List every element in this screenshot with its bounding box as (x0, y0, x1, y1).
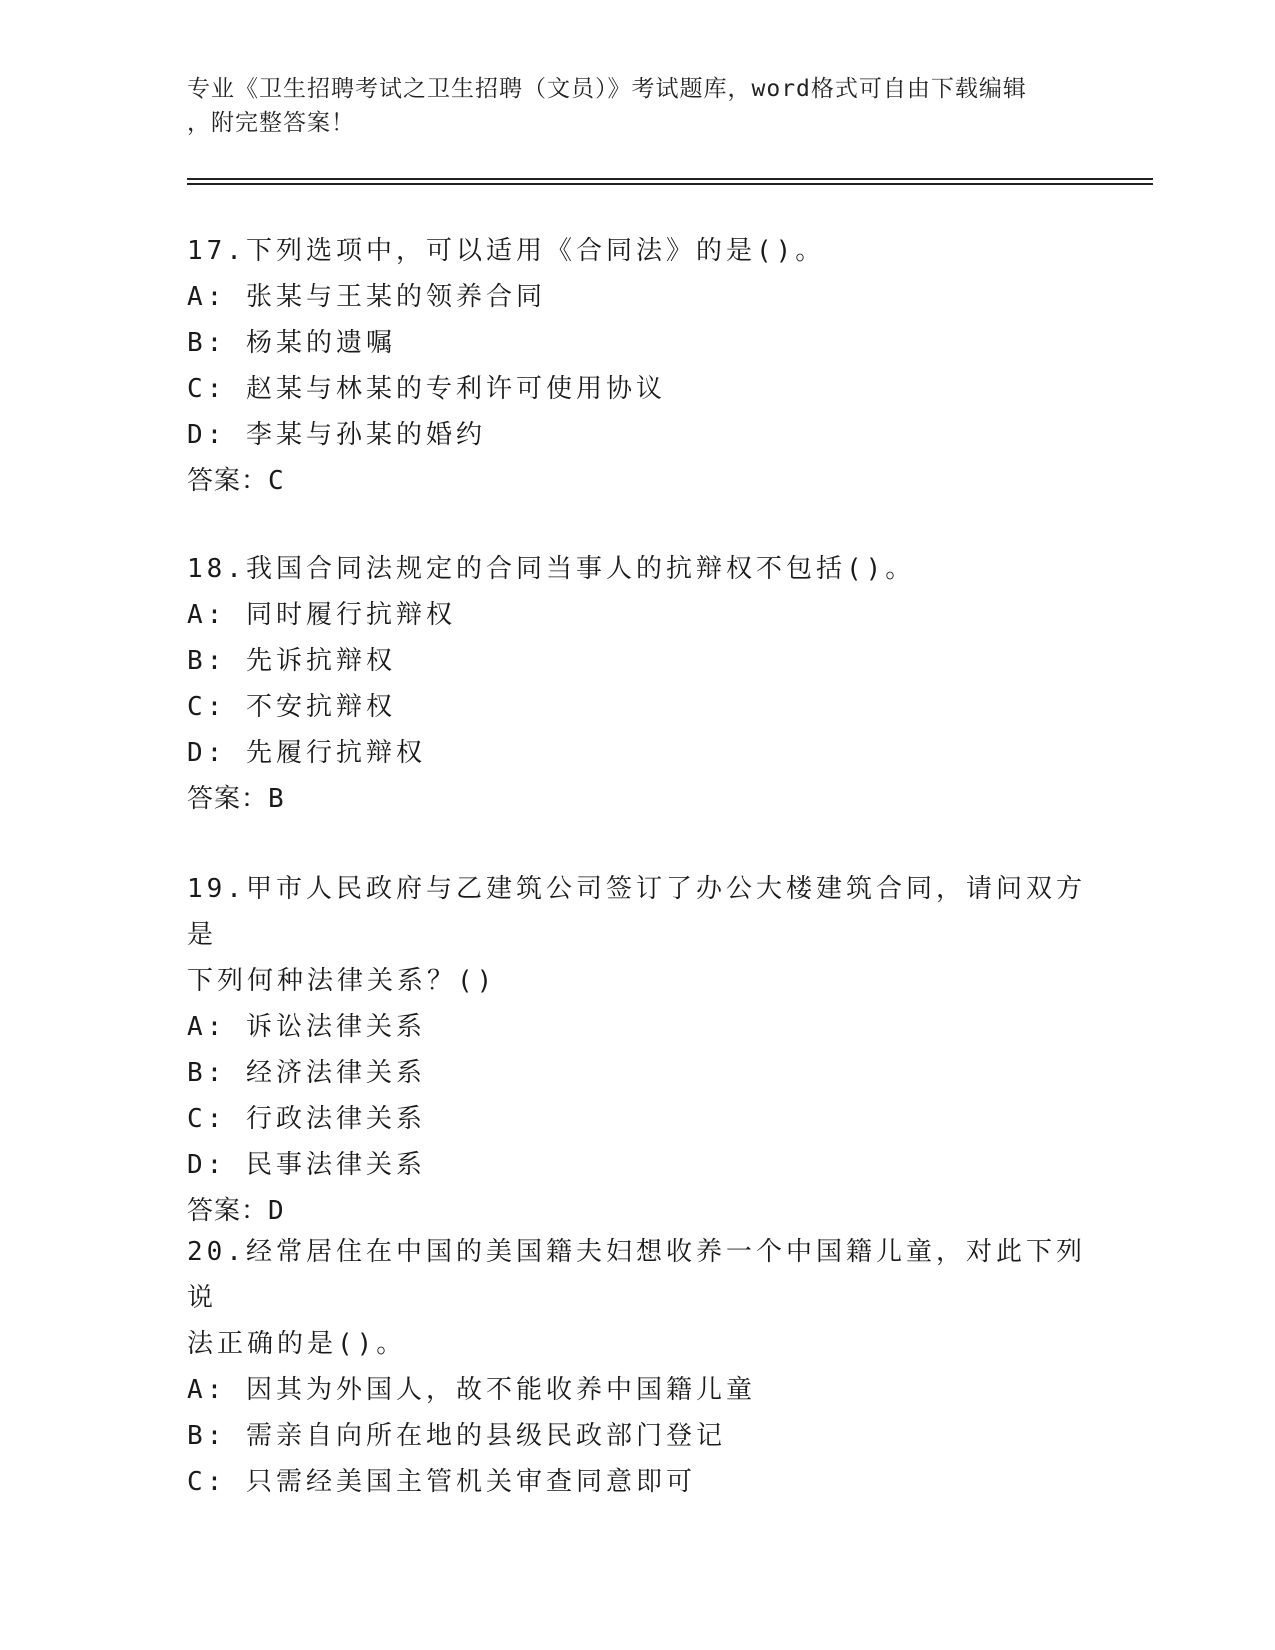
answer-value: C (268, 466, 285, 496)
answer-value: B (268, 784, 285, 814)
option-b: B: 经济法律关系 (187, 1058, 426, 1088)
answer-line (187, 776, 1087, 822)
answer-value: D (268, 1196, 285, 1226)
question-title: 18.我国合同法规定的合同当事人的抗辩权不包括()。 (187, 554, 916, 584)
question-title-line-1: 19.甲市人民政府与乙建筑公司签订了办公大楼建筑合同，请问双方是 (187, 874, 1086, 950)
option-d: D: 李某与孙某的婚约 (187, 420, 486, 450)
option-b: B: 先诉抗辩权 (187, 646, 396, 676)
option-c: C: 赵某与林某的专利许可使用协议 (187, 374, 666, 404)
option-c: C: 不安抗辩权 (187, 692, 396, 722)
option-c: C: 行政法律关系 (187, 1104, 426, 1134)
option-a: A: 因其为外国人，故不能收养中国籍儿童 (187, 1375, 756, 1405)
option-d: D: 民事法律关系 (187, 1150, 426, 1180)
option-b: B: 杨某的遗嘱 (187, 328, 396, 358)
question-17 (187, 228, 1087, 504)
answer-line (187, 458, 1087, 504)
header-line-2: ，附完整答案！ (187, 110, 355, 136)
option-a: A: 张某与王某的领养合同 (187, 282, 546, 312)
answer-label: 答案： (187, 466, 269, 496)
answer-label: 答案： (187, 784, 269, 814)
option-d: D: 先履行抗辩权 (187, 738, 426, 768)
question-title: 17.下列选项中，可以适用《合同法》的是()。 (187, 236, 826, 266)
option-b: B: 需亲自向所在地的县级民政部门登记 (187, 1421, 726, 1451)
question-18 (187, 546, 1087, 822)
question-title-line-2: 法正确的是()。 (187, 1329, 407, 1359)
answer-label: 答案： (187, 1196, 269, 1226)
header-divider-top (187, 178, 1153, 180)
option-a: A: 诉讼法律关系 (187, 1012, 426, 1042)
question-title-line-1: 20.经常居住在中国的美国籍夫妇想收养一个中国籍儿童，对此下列说 (187, 1237, 1086, 1313)
header-divider-bottom (187, 183, 1153, 185)
document-header (187, 72, 1087, 140)
header-line-1: 专业《卫生招聘考试之卫生招聘（文员）》考试题库，word格式可自由下载编辑 (187, 76, 1027, 102)
answer-line (187, 1188, 1087, 1234)
option-a: A: 同时履行抗辩权 (187, 600, 456, 630)
option-c: C: 只需经美国主管机关审查同意即可 (187, 1467, 696, 1497)
question-20 (187, 1229, 1087, 1505)
question-title-line-2: 下列何种法律关系？() (187, 966, 497, 996)
question-19 (187, 866, 1087, 1234)
